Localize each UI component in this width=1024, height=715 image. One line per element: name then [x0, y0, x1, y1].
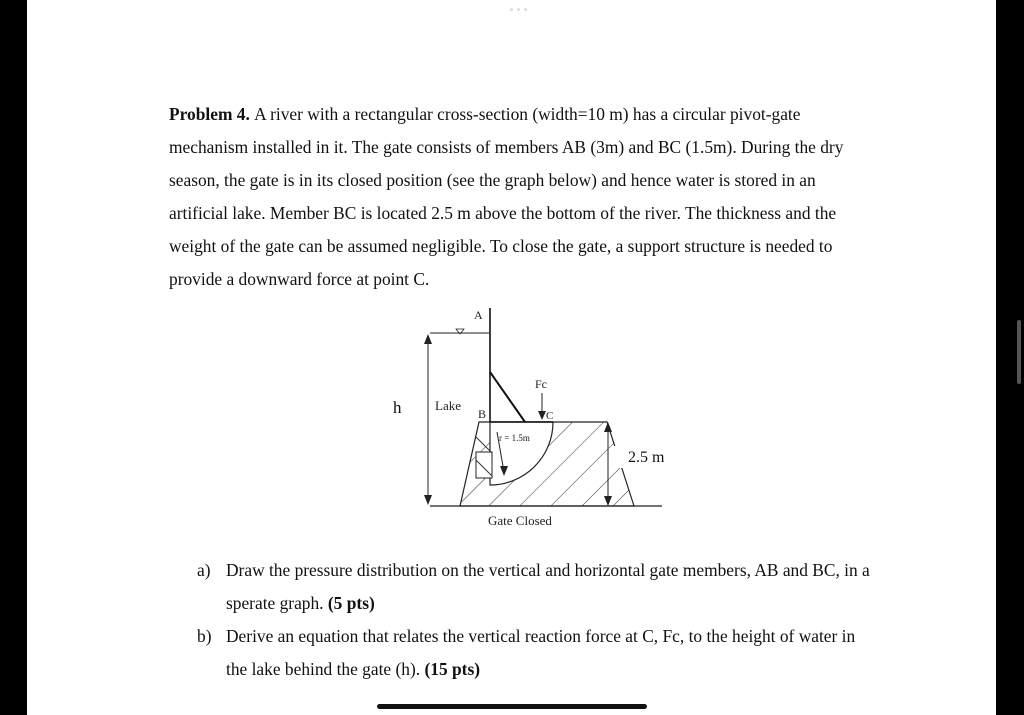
question-b-points: (15 pts) — [424, 659, 481, 679]
label-c: C — [546, 410, 554, 422]
question-b — [197, 620, 877, 686]
scrollbar-thumb[interactable] — [1017, 320, 1021, 384]
document-page — [27, 0, 996, 715]
figure-caption: Gate Closed — [488, 513, 552, 528]
gate-brace — [490, 372, 525, 422]
question-a-marker: a) — [197, 560, 211, 580]
fc-label: Fc — [535, 377, 547, 391]
label-h: h — [393, 398, 402, 417]
label-2-5m: 2.5 m — [628, 449, 665, 466]
problem-body: A river with a rectangular cross-section (width=10 m) has a circular pivot-gate mechanism installed in it. The gate consists of members AB (3m) and BC (1.5m). During the dry season, the gate is in its closed position (see the graph below) and hence water is stored in an artificial lake. Member BC is located 2.5 m above the bottom of the river. The thickness and the weight of the gate can be assumed negligible. To close the gate, a support structure is needed to provide a downward force at point C. — [169, 104, 844, 289]
problem-statement — [169, 98, 869, 296]
label-a: A — [474, 308, 483, 322]
radius-label: r = 1.5m — [499, 433, 530, 443]
home-indicator-bar[interactable] — [377, 704, 647, 709]
question-a-text: Draw the pressure distribution on the vertical and horizontal gate members, AB and BC, in a sperate graph. — [226, 560, 870, 613]
question-list — [197, 554, 877, 686]
question-a-points: (5 pts) — [327, 593, 375, 613]
label-lake: Lake — [435, 398, 461, 413]
question-b-marker: b) — [197, 626, 212, 646]
more-dots-icon[interactable]: ••• — [508, 5, 530, 16]
question-a — [197, 554, 877, 620]
problem-heading: Problem 4. — [169, 104, 255, 124]
gate-diagram — [352, 300, 672, 535]
question-b-text: Derive an equation that relates the vertical reaction force at C, Fc, to the height of water in the lake behind the gate (h). — [226, 626, 856, 679]
label-b: B — [478, 407, 487, 421]
